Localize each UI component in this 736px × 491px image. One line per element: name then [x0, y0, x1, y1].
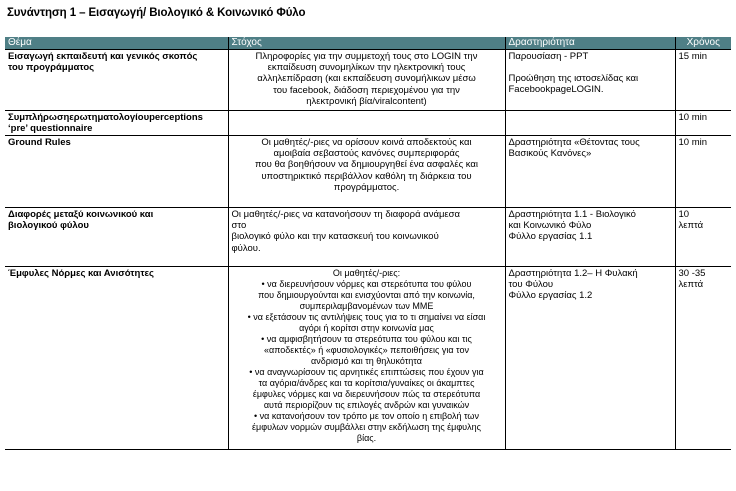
activity-line: του Φύλου — [508, 279, 554, 291]
topic-line: Συμπλήρωσηερωτηματολογίουperceptions — [8, 112, 203, 123]
goal-line: «αποδεκτές» ή «φυσιολογικές» πεποιθήσεις για τον — [264, 345, 469, 355]
goal-line: του facebook, διάδοση περιεχομένου για την — [273, 84, 460, 96]
activity-line: και Κοινωνικό Φύλο — [508, 220, 592, 232]
time-line: 15 min — [678, 51, 708, 62]
time-cell — [675, 50, 731, 111]
goal-cell — [228, 136, 505, 208]
goal-line: προγράμματος. — [333, 181, 400, 193]
table-row — [5, 50, 731, 111]
time-line: λεπτά — [678, 220, 704, 232]
goal-line: αλληλεπίδραση (και εκπαίδευση συνομήλικων μέσω — [257, 73, 476, 85]
goal-line: Οι μαθητές/-ριες: — [332, 268, 401, 278]
goal-line: • να αμφισβητήσουν τα στερεότυπα του φύλου και τις — [261, 334, 472, 344]
table-row — [5, 136, 731, 208]
activity-line: Δραστηριότητα «Θέτοντας τους — [508, 137, 640, 148]
topic-line: Ground Rules — [8, 137, 71, 148]
goal-line: αυτά περιορίζουν τις επιλογές ανδρών και γυναικών — [263, 400, 470, 410]
table-row — [5, 267, 731, 450]
table-row — [5, 208, 731, 267]
activity-cell — [505, 208, 675, 267]
goal-line: έμφυλων νορμών συμβάλλει στην εκδήλωση της έμφυλης — [252, 422, 481, 432]
goal-line: Οι μαθητές/-ριες να κατανοήσουν τη διαφορά ανάμεσα — [231, 209, 461, 220]
goal-line: συμπεριλαμβανομένων των ΜΜΕ — [299, 301, 434, 311]
goal-line: Οι μαθητές/-ριες να ορίσουν κοινά αποδεκτούς και — [261, 137, 472, 148]
goal-line: που δημιουργούνται και ενισχύονται από την κοινωνία, — [258, 290, 475, 300]
session-table — [5, 37, 731, 450]
topic-cell — [5, 267, 228, 450]
goal-cell — [228, 267, 505, 450]
goal-line: • να εξετάσουν τις αντιλήψεις τους για το τι σημαίνει να είσαι — [247, 312, 486, 322]
goal-cell — [228, 50, 505, 111]
header-topic: Θέμα — [5, 37, 228, 50]
goal-line: τα αγόρια/άνδρες και τα κορίτσια/γυναίκες οι άκαμπτες — [258, 378, 475, 388]
activity-line: Προώθηση της ιστοσελίδας και — [508, 73, 639, 85]
header-time: Χρόνος — [675, 37, 731, 50]
page-title: Συνάντηση 1 – Εισαγωγή/ Βιολογικό & Κοινωνικό Φύλο — [7, 7, 306, 19]
activity-line: Παρουσίαση - PPT — [508, 51, 589, 62]
goal-line: που θα βοηθήσουν να δημιουργηθεί ένα ασφαλές και — [254, 159, 479, 171]
activity-line: Φύλλο εργασίας 1.2 — [508, 290, 593, 302]
topic-cell — [5, 111, 228, 136]
goal-line: Πληροφορίες για την συμμετοχή τους στο LOGIN την — [255, 51, 478, 62]
table-header-row — [5, 37, 731, 50]
goal-cell — [228, 208, 505, 267]
time-line: λεπτά — [678, 279, 704, 291]
goal-line: βίας. — [356, 433, 377, 443]
time-line: 30 -35 — [678, 268, 706, 279]
goal-line: στο — [231, 220, 247, 232]
topic-line: Εισαγωγή εκπαιδευτή και γενικός σκοπός — [8, 51, 198, 62]
goal-cell — [228, 111, 505, 136]
topic-line: του προγράμματος — [8, 62, 95, 74]
goal-line: υποστηρικτικό περιβάλλον καθόλη τη διάρκεια του — [261, 170, 472, 182]
goal-line: • να αναγνωρίσουν τις αρνητικές επιπτώσεις που έχουν για — [249, 367, 484, 377]
activity-cell — [505, 136, 675, 208]
time-line: 10 — [678, 209, 690, 220]
time-cell — [675, 208, 731, 267]
time-cell — [675, 136, 731, 208]
goal-line: ηλεκτρονική βία/viralcontent) — [306, 95, 427, 107]
time-cell — [675, 267, 731, 450]
activity-cell — [505, 267, 675, 450]
goal-line: εκπαίδευση συνομηλίκων την ηλεκτρονική τους — [267, 62, 466, 74]
topic-cell — [5, 136, 228, 208]
table-row — [5, 111, 731, 136]
topic-cell — [5, 208, 228, 267]
time-line: 10 min — [678, 112, 708, 123]
topic-line: Διαφορές μεταξύ κοινωνικού και — [8, 209, 154, 220]
activity-line: Δραστηριότητα 1.1 - Βιολογικό — [508, 209, 636, 220]
goal-line: αμοιβαία σεβαστούς κανόνες συμπεριφοράς — [273, 148, 460, 160]
time-line: 10 min — [678, 137, 708, 148]
goal-line: φύλου. — [231, 242, 261, 254]
goal-line: αγόρι ή κορίτσι στην κοινωνία μας — [299, 323, 434, 333]
topic-line: βιολογικού φύλου — [8, 220, 89, 232]
activity-line: Φύλλο εργασίας 1.1 — [508, 231, 593, 243]
activity-line: Δραστηριότητα 1.2– Η Φυλακή — [508, 268, 638, 279]
topic-line: Έμφυλες Νόρμες και Ανισότητες — [8, 268, 155, 279]
time-cell — [675, 111, 731, 136]
topic-cell — [5, 50, 228, 111]
goal-line: έμφυλες νόρμες και να διερευνήσουν πώς τα στερεότυπα — [252, 389, 481, 399]
goal-line: • να κατανοήσουν τον τρόπο με τον οποίο η επιβολή των — [254, 411, 479, 421]
header-activity: Δραστηριότητα — [505, 37, 675, 50]
goal-line: βιολογικό φύλο και την κατασκευή του κοινωνικού — [231, 231, 439, 243]
activity-line: FacebookpageLOGIN. — [508, 84, 604, 96]
header-goal: Στόχος — [228, 37, 505, 50]
goal-line: • να διερευνήσουν νόρμες και στερεότυπα του φύλου — [261, 279, 472, 289]
goal-line: ανδρισμό και τη θηλυκότητα — [311, 356, 422, 366]
activity-line: Βασικούς Κανόνες» — [508, 148, 592, 160]
activity-spacer — [509, 62, 672, 73]
activity-cell — [505, 50, 675, 111]
activity-cell — [505, 111, 675, 136]
topic-line: ‘pre’ questionnaire — [8, 123, 93, 135]
